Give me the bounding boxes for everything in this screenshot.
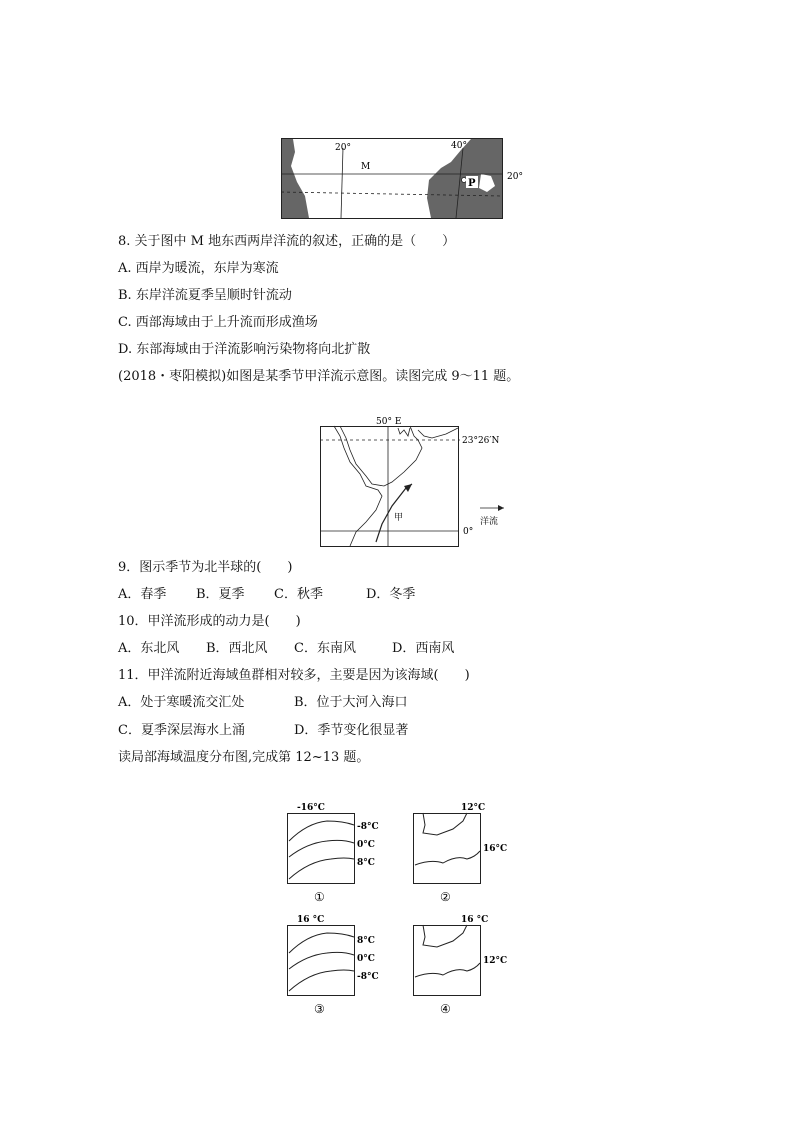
- panel-3-isotherm-2: 0°C: [357, 954, 375, 964]
- question-11-option-d[interactable]: D．季节变化很显著: [294, 723, 409, 738]
- question-9-stem: 9．图示季节为北半球的( ): [118, 560, 293, 575]
- panel-1-top-label: -16°C: [297, 803, 325, 813]
- question-9-option-d[interactable]: D．冬季: [366, 587, 416, 602]
- panel-1-isotherm-2: 0°C: [357, 840, 375, 850]
- isotherm-panel-3: [287, 911, 387, 1017]
- isotherm-panel-4: [413, 911, 513, 1017]
- panel-3-number: ③: [314, 1002, 325, 1016]
- question-8-option-b[interactable]: B. 东岸洋流夏季呈顺时针流动: [118, 288, 292, 303]
- question-8-stem: 8. 关于图中 M 地东西两岸洋流的叙述，正确的是（ ）: [118, 234, 456, 249]
- question-9-option-c[interactable]: C．秋季: [274, 587, 323, 602]
- question-9-options: [118, 586, 415, 604]
- question-10-options: [118, 640, 454, 658]
- panel-4-isotherm-1: 12°C: [483, 956, 508, 966]
- panel-3-isotherm-1: 8°C: [357, 936, 375, 946]
- question-9-option-a[interactable]: A．春季: [118, 587, 167, 602]
- intro-12-13: 读局部海域温度分布图,完成第 12~13 题。: [118, 750, 370, 765]
- intro-9-11: (2018・枣阳模拟)如图是某季节甲洋流示意图。读图完成 9～11 题。: [118, 369, 520, 384]
- question-11-options-ab: [118, 694, 408, 712]
- question-11-option-a[interactable]: A．处于寒暖流交汇处: [118, 695, 245, 710]
- tropic-label: 23°26′N: [462, 436, 500, 446]
- question-11-option-c[interactable]: C．夏季深层海水上涌: [118, 723, 245, 738]
- panel-1-isotherm-3: 8°C: [357, 858, 375, 868]
- current-jia-label: 甲: [394, 513, 404, 523]
- question-8-option-c[interactable]: C. 西部海域由于上升流而形成渔场: [118, 315, 318, 330]
- question-9-option-b[interactable]: B．夏季: [196, 587, 245, 602]
- panel-1-number: ①: [314, 890, 325, 904]
- ocean-current-map-m: [281, 138, 526, 220]
- question-10-option-a[interactable]: A．东北风: [118, 641, 180, 656]
- point-m-label: M: [361, 162, 371, 172]
- lon-20-label: 20°: [335, 143, 351, 153]
- isotherm-panel-2: [413, 799, 513, 905]
- panel-1-isotherm-1: -8°C: [357, 822, 379, 832]
- lat-20-label: 20°: [507, 172, 523, 182]
- question-8-option-a[interactable]: A. 西岸为暖流，东岸为寒流: [118, 261, 279, 276]
- question-11-option-b[interactable]: B．位于大河入海口: [294, 695, 408, 710]
- point-p-label: P: [468, 178, 476, 189]
- isotherm-panel-1: [287, 799, 387, 905]
- question-10-option-c[interactable]: C．东南风: [294, 641, 356, 656]
- panel-4-top-label: 16 °C: [461, 915, 489, 925]
- panel-2-top-label: 12°C: [461, 803, 486, 813]
- panel-2-number: ②: [440, 890, 451, 904]
- panel-2-isotherm-1: 16°C: [483, 844, 508, 854]
- question-10-option-b[interactable]: B．西北风: [206, 641, 268, 656]
- arabian-sea-current-map: [320, 414, 515, 548]
- question-10-option-d[interactable]: D．西南风: [392, 641, 455, 656]
- lon-40-label: 40°: [451, 141, 467, 151]
- lon-50e-label: 50° E: [376, 417, 402, 427]
- question-8-option-d[interactable]: D. 东部海域由于洋流影响污染物将向北扩散: [118, 342, 371, 357]
- panel-3-isotherm-3: -8°C: [357, 972, 379, 982]
- panel-3-top-label: 16 °C: [297, 915, 325, 925]
- question-11-stem: 11．甲洋流附近海域鱼群相对较多，主要是因为该海域( ): [118, 668, 470, 683]
- legend-current-label: 洋流: [480, 517, 499, 527]
- question-11-options-cd: [118, 722, 408, 740]
- question-10-stem: 10．甲洋流形成的动力是( ): [118, 614, 301, 629]
- equator-label: 0°: [463, 527, 474, 537]
- panel-4-number: ④: [440, 1002, 451, 1016]
